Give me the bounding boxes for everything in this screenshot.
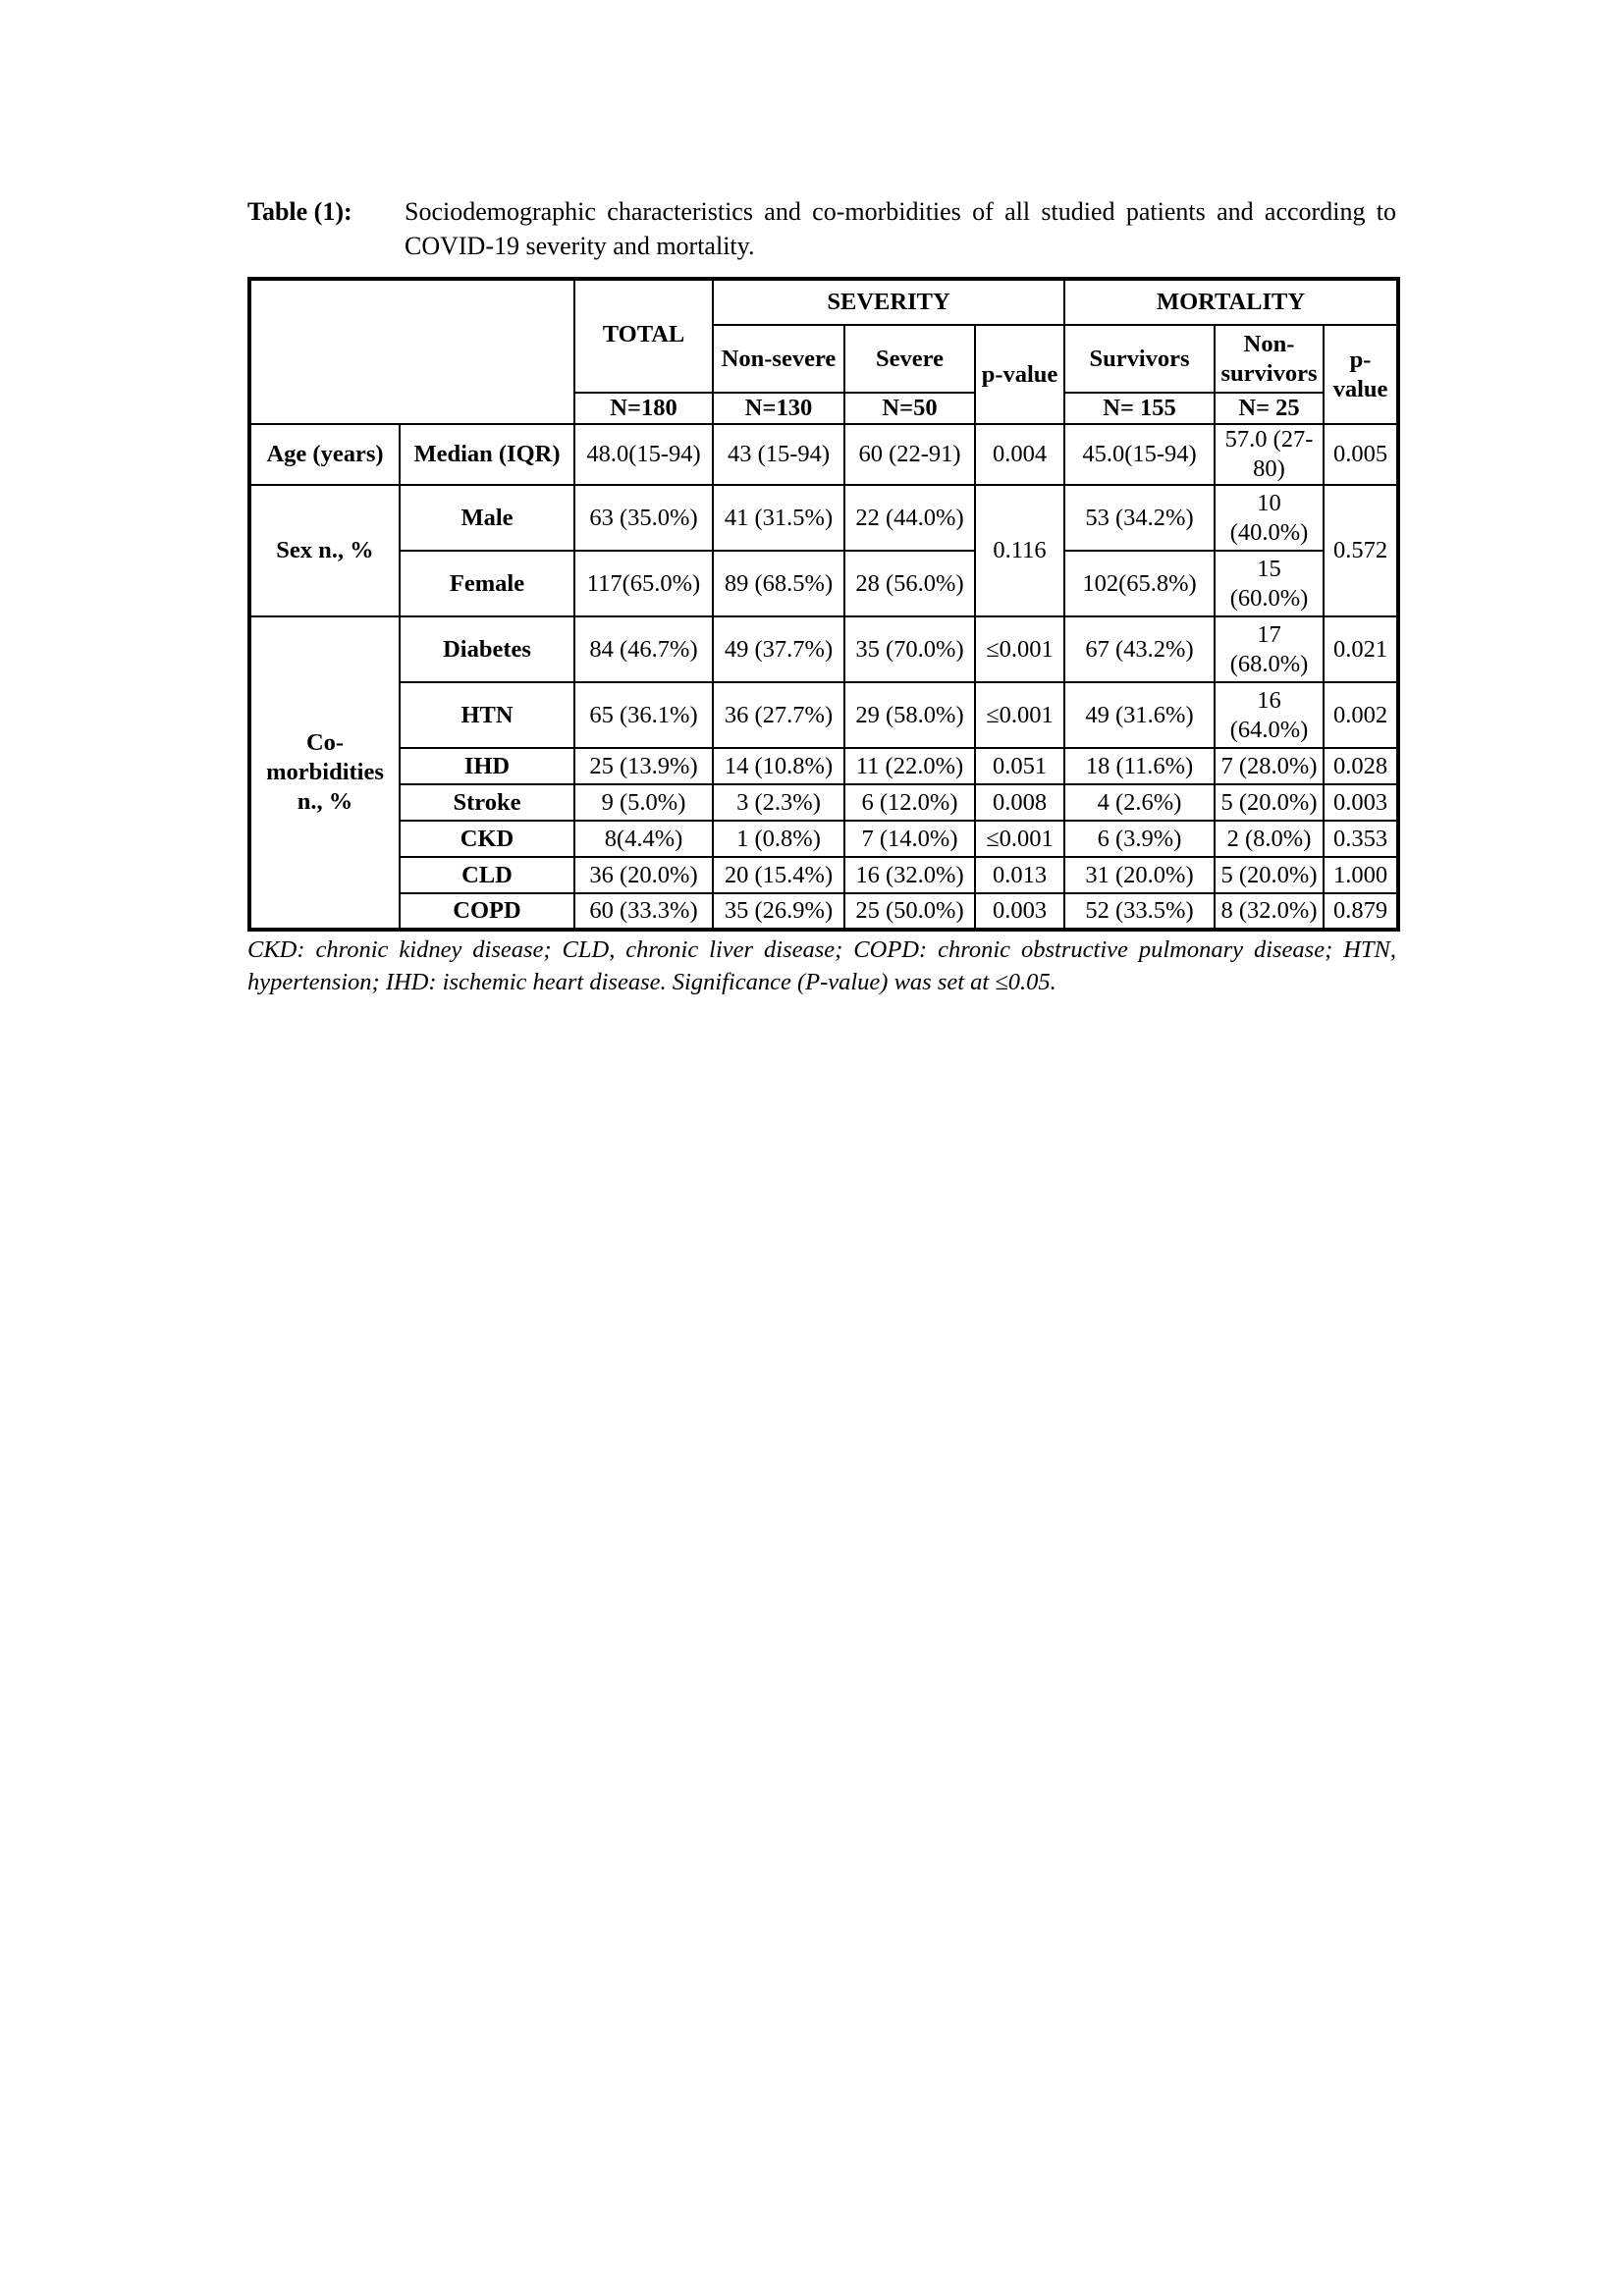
table-row-male (249, 485, 1398, 551)
table-cell: 102(65.8%) (1064, 551, 1215, 616)
table-cell: 1.000 (1324, 857, 1398, 893)
table-cell: 7 (28.0%) (1215, 748, 1324, 784)
table-cell: 16 (32.0%) (844, 857, 975, 893)
header-non-severe: Non-severe (713, 325, 844, 393)
table-cell: 18 (11.6%) (1064, 748, 1215, 784)
table-cell: ≤0.001 (975, 616, 1064, 682)
table-cell: 89 (68.5%) (713, 551, 844, 616)
row-label-htn: HTN (400, 682, 574, 748)
table-cell: 53 (34.2%) (1064, 485, 1215, 551)
table-cell: 22 (44.0%) (844, 485, 975, 551)
header-survivors: Survivors (1064, 325, 1215, 393)
characteristics-table (247, 277, 1400, 932)
table-cell: 49 (37.7%) (713, 616, 844, 682)
row-label-male: Male (400, 485, 574, 551)
table-cell: 0.028 (1324, 748, 1398, 784)
header-severity-p-value: p-value (975, 325, 1064, 424)
table-cell: 45.0(15-94) (1064, 424, 1215, 485)
table-cell: 14 (10.8%) (713, 748, 844, 784)
table-cell: ≤0.001 (975, 682, 1064, 748)
caption-label: Table (1): (247, 197, 352, 226)
table-cell: 60 (33.3%) (574, 893, 713, 930)
table-cell: 2 (8.0%) (1215, 821, 1324, 857)
table-cell: 1 (0.8%) (713, 821, 844, 857)
row-label-female: Female (400, 551, 574, 616)
row-group-comorbidities: Co-morbidities n., % (249, 616, 400, 930)
header-blank (249, 279, 574, 424)
table-cell: 25 (50.0%) (844, 893, 975, 930)
table-cell: 29 (58.0%) (844, 682, 975, 748)
table-cell: 11 (22.0%) (844, 748, 975, 784)
table-cell: 41 (31.5%) (713, 485, 844, 551)
table-cell: 0.003 (1324, 784, 1398, 821)
table-caption (247, 194, 1396, 263)
table-cell: 65 (36.1%) (574, 682, 713, 748)
header-severe: Severe (844, 325, 975, 393)
row-label-ckd: CKD (400, 821, 574, 857)
sex-severity-p-value: 0.116 (975, 485, 1064, 616)
caption-text: Sociodemographic characteristics and co-morbidities of all studied patients and according to COVID-19 severity and mortality. (405, 197, 1396, 260)
table-row-diabetes (249, 616, 1398, 682)
table-cell: 20 (15.4%) (713, 857, 844, 893)
table-cell: 6 (3.9%) (1064, 821, 1215, 857)
row-label-diabetes: Diabetes (400, 616, 574, 682)
table-cell: 49 (31.6%) (1064, 682, 1215, 748)
table-cell: 0.021 (1324, 616, 1398, 682)
table-cell: 31 (20.0%) (1064, 857, 1215, 893)
sex-mortality-p-value: 0.572 (1324, 485, 1398, 616)
table-cell: 43 (15-94) (713, 424, 844, 485)
table-cell: 36 (20.0%) (574, 857, 713, 893)
table-row-stroke (249, 784, 1398, 821)
header-non-survivors: Non-survivors (1215, 325, 1324, 393)
row-group-age: Age (years) (249, 424, 400, 485)
table-cell: 15 (60.0%) (1215, 551, 1324, 616)
header-severity: SEVERITY (713, 279, 1064, 325)
table-row-female (249, 551, 1398, 616)
table-cell: 117(65.0%) (574, 551, 713, 616)
document-page (247, 194, 1396, 998)
table-cell: 0.005 (1324, 424, 1398, 485)
table-cell: 35 (26.9%) (713, 893, 844, 930)
row-label-median-iqr: Median (IQR) (400, 424, 574, 485)
table-cell: 63 (35.0%) (574, 485, 713, 551)
row-label-copd: COPD (400, 893, 574, 930)
table-cell: 8(4.4%) (574, 821, 713, 857)
table-row-ihd (249, 748, 1398, 784)
table-cell: ≤0.001 (975, 821, 1064, 857)
table-row-age (249, 424, 1398, 485)
table-row-cld (249, 857, 1398, 893)
table-row-copd (249, 893, 1398, 930)
header-mortality-p-value: p-value (1324, 325, 1398, 424)
table-cell: 5 (20.0%) (1215, 784, 1324, 821)
table-cell: 10 (40.0%) (1215, 485, 1324, 551)
row-label-stroke: Stroke (400, 784, 574, 821)
table-cell: 6 (12.0%) (844, 784, 975, 821)
table-cell: 52 (33.5%) (1064, 893, 1215, 930)
table-footnote: CKD: chronic kidney disease; CLD, chronic liver disease; COPD: chronic obstructive pulmonary disease; HTN, hypertension; IHD: ischemic heart disease. Significance (P-value) was set at ≤0.05. (247, 936, 1396, 995)
header-n-total: N=180 (574, 393, 713, 424)
table-row-htn (249, 682, 1398, 748)
table-cell: 0.051 (975, 748, 1064, 784)
table-cell: 9 (5.0%) (574, 784, 713, 821)
table-cell: 5 (20.0%) (1215, 857, 1324, 893)
table-cell: 35 (70.0%) (844, 616, 975, 682)
table-cell: 0.013 (975, 857, 1064, 893)
table-cell: 7 (14.0%) (844, 821, 975, 857)
table-row-ckd (249, 821, 1398, 857)
table-cell: 36 (27.7%) (713, 682, 844, 748)
row-label-ihd: IHD (400, 748, 574, 784)
table-cell: 60 (22-91) (844, 424, 975, 485)
table-cell: 4 (2.6%) (1064, 784, 1215, 821)
header-n-non-survivors: N= 25 (1215, 393, 1324, 424)
table-cell: 57.0 (27-80) (1215, 424, 1324, 485)
row-label-cld: CLD (400, 857, 574, 893)
table-cell: 48.0(15-94) (574, 424, 713, 485)
table-cell: 17 (68.0%) (1215, 616, 1324, 682)
header-mortality: MORTALITY (1064, 279, 1398, 325)
header-n-survivors: N= 155 (1064, 393, 1215, 424)
header-n-non-severe: N=130 (713, 393, 844, 424)
table-cell: 84 (46.7%) (574, 616, 713, 682)
table-cell: 0.008 (975, 784, 1064, 821)
table-cell: 67 (43.2%) (1064, 616, 1215, 682)
table-cell: 16 (64.0%) (1215, 682, 1324, 748)
header-total: TOTAL (574, 279, 713, 393)
table-cell: 28 (56.0%) (844, 551, 975, 616)
table-cell: 0.353 (1324, 821, 1398, 857)
row-group-sex: Sex n., % (249, 485, 400, 616)
table-cell: 0.003 (975, 893, 1064, 930)
table-cell: 3 (2.3%) (713, 784, 844, 821)
table-cell: 8 (32.0%) (1215, 893, 1324, 930)
table-cell: 25 (13.9%) (574, 748, 713, 784)
table-cell: 0.004 (975, 424, 1064, 485)
header-n-severe: N=50 (844, 393, 975, 424)
table-cell: 0.879 (1324, 893, 1398, 930)
table-cell: 0.002 (1324, 682, 1398, 748)
